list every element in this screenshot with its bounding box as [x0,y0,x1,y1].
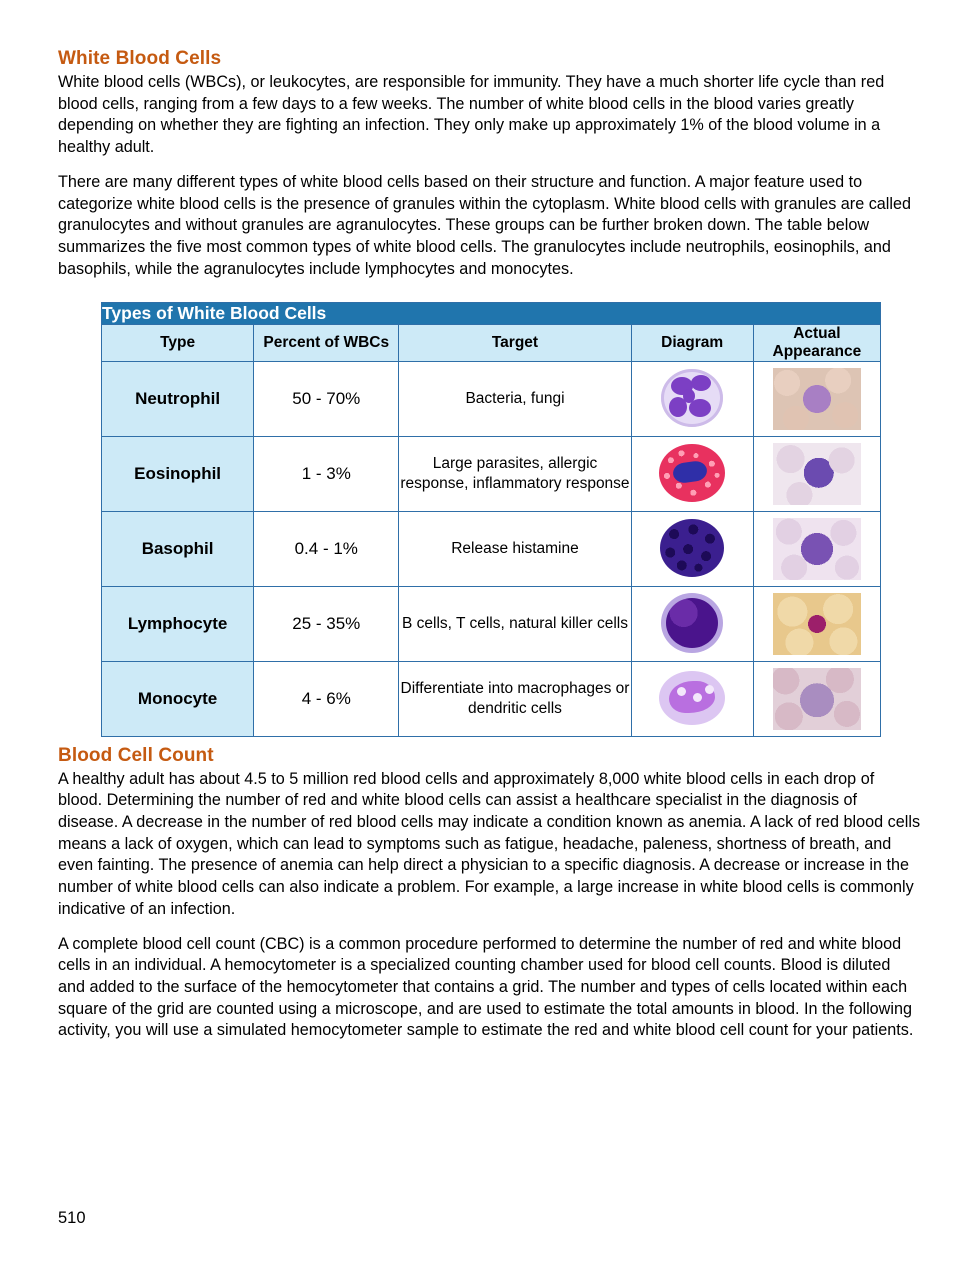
cell-percent-neutrophil: 50 - 70% [254,361,399,436]
cell-actual-basophil [753,511,880,586]
blood-cell-count-heading: Blood Cell Count [58,744,214,766]
cell-target-basophil: Release histamine [399,511,631,586]
lymphocyte-micrograph-icon [773,593,861,655]
monocyte-micrograph-icon [773,668,861,730]
basophil-micrograph-icon [773,518,861,580]
cell-percent-basophil: 0.4 - 1% [254,511,399,586]
cell-type-neutrophil: Neutrophil [102,361,254,436]
count-paragraph-2: A complete blood cell count (CBC) is a common procedure performed to determine the number of red and white blood cells in an individual. A hemocytometer is a specialized counting chamber used for blood cell counts. Blood is diluted and added to the surface of the hemocytometer that contains a grid. The number and types of cells located within each square of the grid are counted using a microscope, and are used to estimate the total amounts in blood. In the following activity, you will use a simulated hemocytometer sample to estimate the red and white blood cell count for your patients. [58,934,914,1040]
table-row [102,436,881,511]
table-title-row [102,303,881,325]
cell-diagram-eosinophil [631,436,753,511]
wbc-paragraph-2: There are many different types of white blood cells based on their structure and function. A major feature used to categorize white blood cells is the presence of granules within the cytoplasm. White blood cells with granules are called granulocytes and without granules are agranulocytes. These groups can be further broken down. The table below summarizes the five most common types of white blood cells. The granulocytes include neutrophils, eosinophils, and basophils, while the agranulocytes include lymphocytes and monocytes. [58,172,911,278]
column-header-percent: Percent of WBCs [254,325,399,361]
column-header-actual-appearance: Actual Appearance [753,325,880,361]
table-header-row [102,325,881,361]
cell-actual-lymphocyte [753,586,880,661]
table-row [102,361,881,436]
cell-target-lymphocyte: B cells, T cells, natural killer cells [399,586,631,661]
cell-diagram-monocyte [631,661,753,736]
monocyte-diagram-icon [655,667,729,731]
cell-percent-monocyte: 4 - 6% [254,661,399,736]
eosinophil-micrograph-icon [773,443,861,505]
neutrophil-diagram-icon [655,367,729,431]
cell-target-monocyte: Differentiate into macrophages or dendritic cells [399,661,631,736]
basophil-diagram-icon [655,517,729,581]
cell-type-eosinophil: Eosinophil [102,436,254,511]
cell-percent-lymphocyte: 25 - 35% [254,586,399,661]
column-header-type: Type [102,325,254,361]
wbc-table-container [101,302,881,736]
cell-actual-neutrophil [753,361,880,436]
column-header-target: Target [399,325,631,361]
eosinophil-diagram-icon [655,442,729,506]
cell-target-neutrophil: Bacteria, fungi [399,361,631,436]
cell-type-lymphocyte: Lymphocyte [102,586,254,661]
wbc-paragraph-1: White blood cells (WBCs), or leukocytes, are responsible for immunity. They have a much shorter life cycle than red blood cells, ranging from a few days to a few weeks. The number of white blood cells in the blood varies greatly depending on whether they are fighting an infection. They only make up approximately 1% of the blood volume in a healthy adult. [58,73,885,157]
cell-target-eosinophil: Large parasites, allergic response, inflammatory response [399,436,631,511]
cell-actual-monocyte [753,661,880,736]
column-header-diagram: Diagram [631,325,753,361]
page-title: White Blood Cells [58,48,222,69]
neutrophil-micrograph-icon [773,368,861,430]
table-row [102,586,881,661]
table-row [102,661,881,736]
cell-actual-eosinophil [753,436,880,511]
cell-diagram-basophil [631,511,753,586]
table-title: Types of White Blood Cells [102,303,881,325]
lymphocyte-diagram-icon [655,592,729,656]
table-row [102,511,881,586]
cell-percent-eosinophil: 1 - 3% [254,436,399,511]
count-paragraph-1: A healthy adult has about 4.5 to 5 million red blood cells and approximately 8,000 white blood cells in each drop of blood. Determining the number of red and white blood cells can assist a healthcare specialist in the diagnosis of disease. A decrease in the number of red blood cells may indicate a condition known as anemia. A lack of red blood cells means a lack of oxygen, which can lead to symptoms such as fatigue, headache, paleness, shortness of breath, and even fainting. The presence of anemia can help direct a physician to a specific diagnosis. A decrease or increase in the number of white blood cells can also indicate a problem. For example, a large increase in white blood cells is commonly indicative of an infection. [58,769,921,918]
page-number: 510 [58,1209,86,1227]
cell-type-basophil: Basophil [102,511,254,586]
cell-diagram-lymphocyte [631,586,753,661]
cell-diagram-neutrophil [631,361,753,436]
cell-type-monocyte: Monocyte [102,661,254,736]
types-of-white-blood-cells-table [101,302,881,736]
